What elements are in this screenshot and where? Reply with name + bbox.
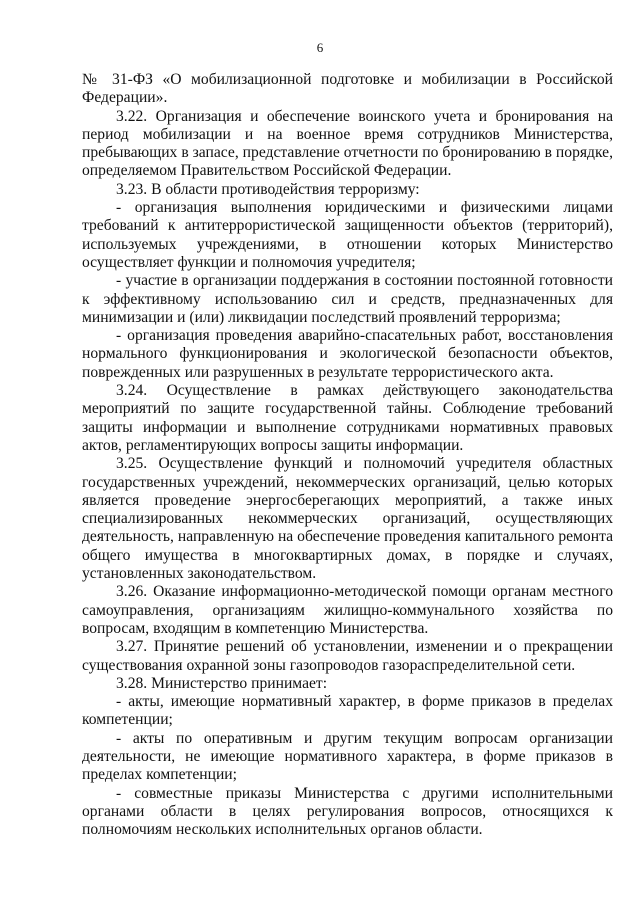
- paragraph-3-22: 3.22. Организация и обеспечение воинского учета и бронирования на период мобилизации и на военное время сотрудников Министерства, пребывающих в запасе, представление отчетности по бронированию в порядке, определяемом Правительством Российской Федерации.: [82, 107, 613, 180]
- paragraph-3-25: 3.25. Осуществление функций и полномочий учредителя областных государственных учреждений, некоммерческих организаций, целью которых является проведение энергосберегающих мероприятий, а также иных специализированных некоммерческих организаций, осуществляющих деятельность, направленную на обеспечение проведения капитального ремонта общего имущества в многоквартирных домах, в порядке и случаях, установленных законодательством.: [82, 455, 613, 583]
- paragraph-3-27: 3.27. Принятие решений об установлении, изменении и о прекращении существования охранной зоны газопроводов газораспределительной сети.: [82, 638, 613, 674]
- paragraph-3-23: 3.23. В области противодействия терроризму:: [116, 180, 420, 198]
- list-item-joint-orders: - совместные приказы Министерства с другими исполнительными органами области в целях регулирования вопросов, относящихся к полномочиям нескольких исполнительных органов области.: [82, 784, 613, 839]
- page-number: 6: [316, 40, 324, 55]
- list-item-operational-acts: - акты по оперативным и другим текущим вопросам организации деятельности, не имеющие нормативного характера, в форме приказов в пределах компетенции;: [82, 729, 613, 784]
- list-item-normative-acts: - акты, имеющие нормативный характер, в форме приказов в пределах компетенции;: [82, 693, 613, 729]
- paragraph-3-26: 3.26. Оказание информационно-методической помощи органам местного самоуправления, организациям жилищно-коммунального хозяйства по вопросам, входящим в компетенцию Министерства.: [82, 583, 613, 637]
- paragraph-1: № 31-ФЗ «О мобилизационной подготовке и мобилизации в Российской Федерации».: [82, 71, 613, 107]
- paragraph-3-24: 3.24. Осуществление в рамках действующего законодательства мероприятий по защите государственной тайны. Соблюдение требований защиты информации и выполнение сотрудниками нормативных правовых актов, регламентирующих вопросы защиты информации.: [82, 382, 613, 454]
- list-item-antiterror-requirements: - организация выполнения юридическими и физическими лицами требований к антитеррористической защищенности объектов (территорий), используемых учреждениями, в отношении которых Министерство осуществляет функции и полномочия учредителя;: [82, 199, 613, 271]
- list-item-rescue-works: - организация проведения аварийно-спасательных работ, восстановления нормального функционирования и экологической безопасности объектов, поврежденных или разрушенных в результате террористического акта.: [82, 327, 613, 381]
- paragraph-3-28: 3.28. Министерство принимает:: [116, 674, 328, 692]
- list-item-readiness: - участие в организации поддержания в состоянии постоянной готовности к эффективному использованию сил и средств, предназначенных для минимизации и (или) ликвидации последствий проявлений терроризма;: [82, 272, 613, 326]
- document-body: [82, 71, 613, 839]
